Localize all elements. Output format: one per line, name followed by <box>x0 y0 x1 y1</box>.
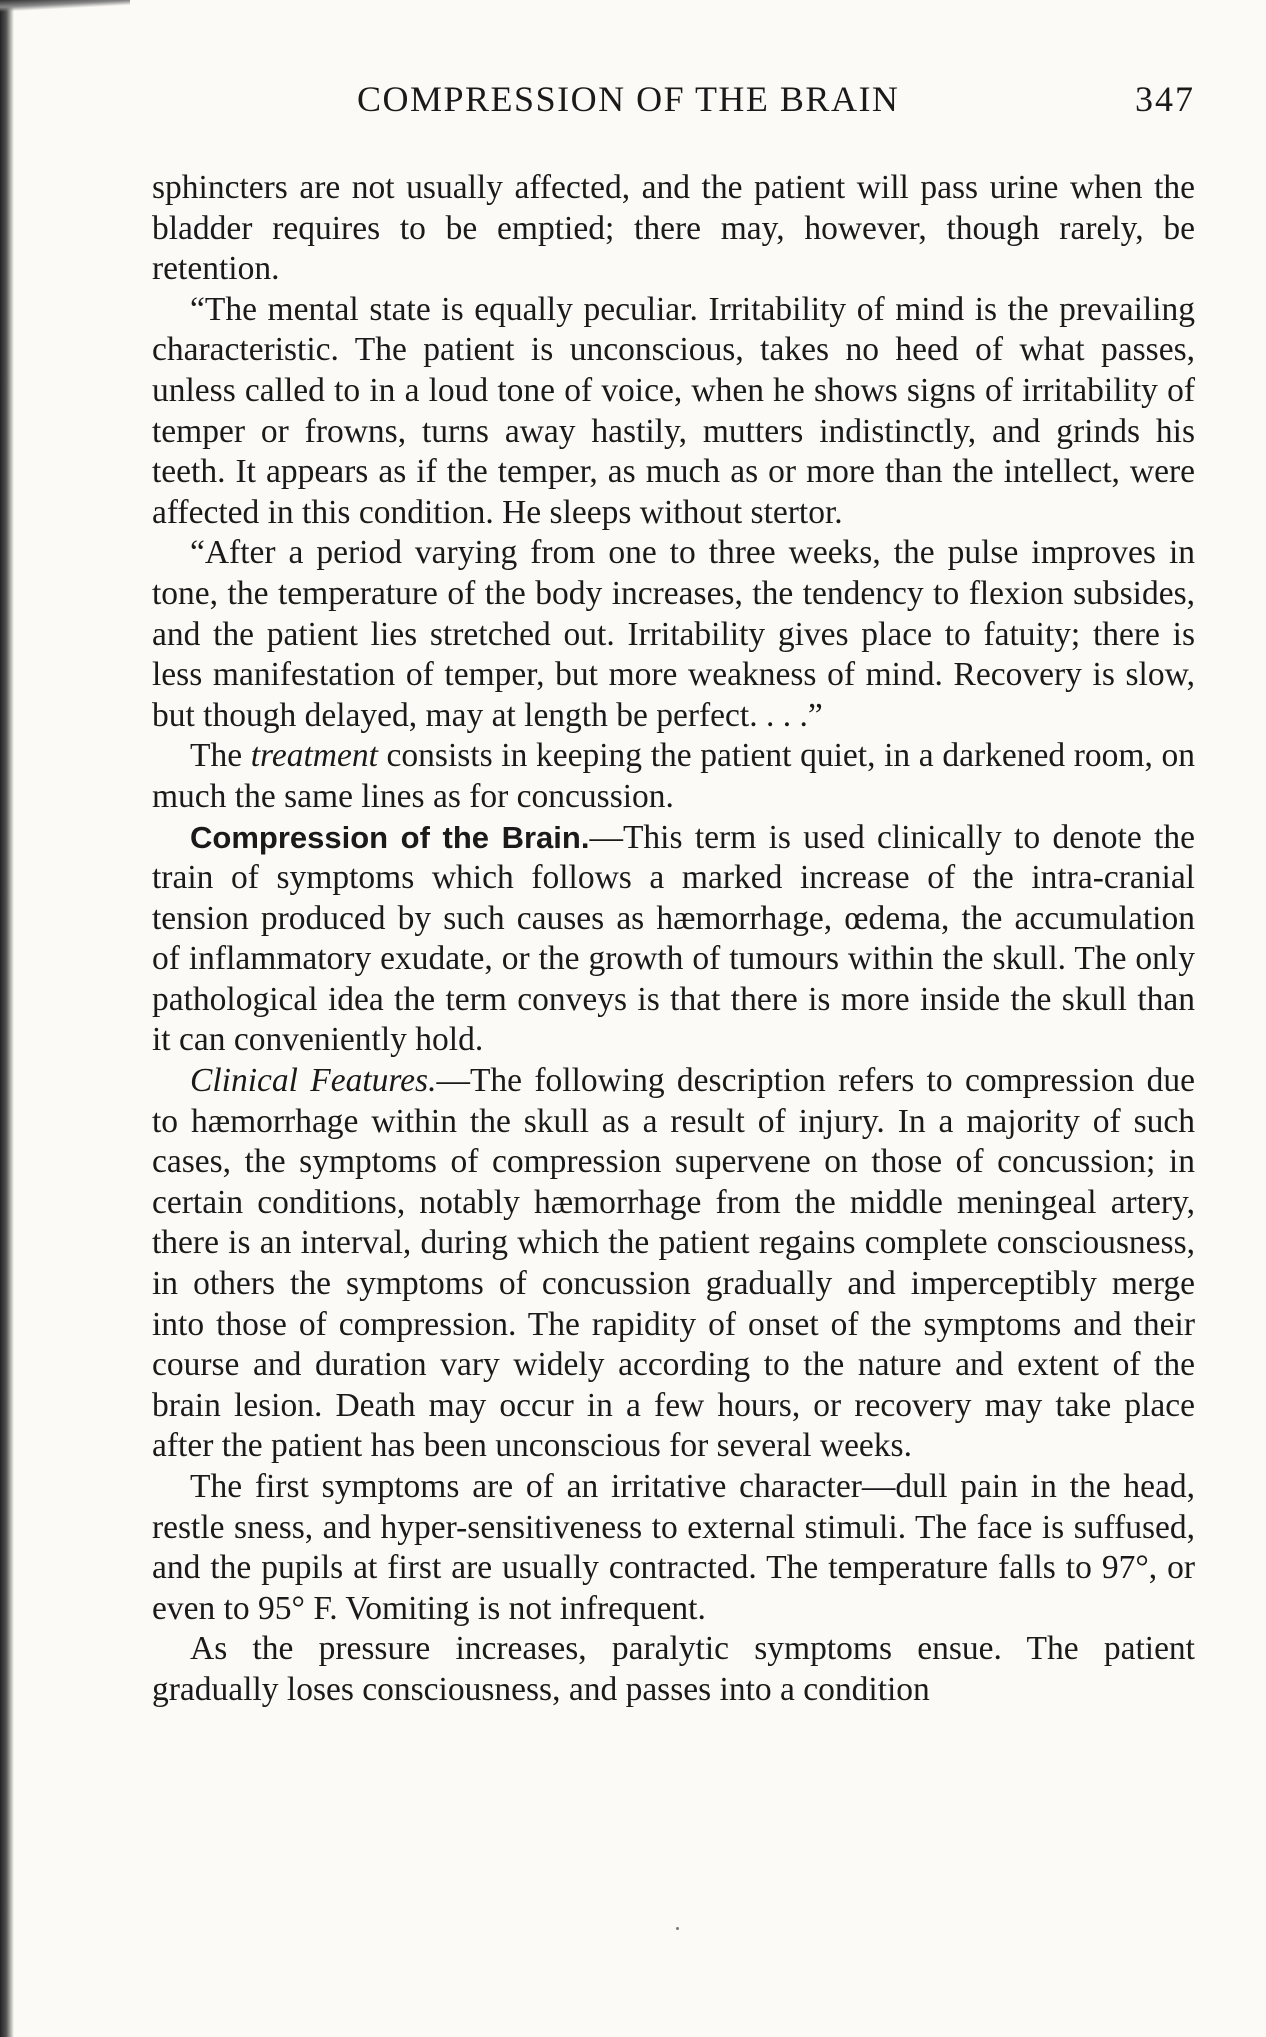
paragraph-6 <box>152 1061 1195 1467</box>
paper-speck <box>676 1927 679 1930</box>
paragraph-8: As the pressure increases, paralytic symptoms ensue. The patient gradually loses consciousness, and passes into a condition <box>152 1630 1195 1708</box>
running-head <box>152 78 1195 128</box>
paragraph-3: “After a period varying from one to three weeks, the pulse improves in tone, the temperature of the body increases, the tendency to flexion subsides, and the patient lies stretched out. Irritability gives place to fatuity; there is less manifestation of temper, but more weakness of mind. Recovery is slow, but though delayed, may at length be perfect. . . .” <box>152 534 1195 734</box>
paragraph-1: sphincters are not usually affected, and the patient will pass urine when the bladder requires to be emptied; there may, however, though rarely, be retention. <box>152 169 1195 288</box>
page-corner-shadow <box>0 0 130 12</box>
paragraph-5 <box>152 818 1195 1062</box>
body-text <box>152 168 1195 1711</box>
page-binding-shadow <box>0 0 14 2037</box>
paragraph-4-rest: consists in keeping the patient quiet, in a darkened room, on much the same lines as for concussion. <box>152 737 1195 815</box>
paragraph-5-text: —This term is used clinically to denote the train of symptoms which follows a marked increase of the intra-cranial tension produced by such causes as hæmorrhage, œdema, the accumulation of inflammatory exudate, or the growth of tumours within the skull. The only pathological idea the term conveys is that there is more inside the skull than it can conveniently hold. <box>152 818 1196 1059</box>
running-title: COMPRESSION OF THE BRAIN <box>357 79 900 119</box>
section-heading: Compression of the Brain. <box>190 819 590 855</box>
paragraph-6-text: —The following description refers to compression due to hæmorrhage within the skull as a result of injury. In a majority of such cases, the symptoms of compression supervene on those of concussion; in certain conditions, notably hæmorrhage from the middle meningeal artery, there is an interval, during which the patient regains complete consciousness, in others the symptoms of concussion gradually and imperceptibly merge into those of compression. The rapidity of onset of the symptoms and their course and duration vary widely according to the nature and extent of the brain lesion. Death may occur in a few hours, or recovery may take place after the patient has been unconscious for several weeks. <box>152 1062 1195 1465</box>
page-number: 347 <box>1135 79 1195 119</box>
paragraph-7: The first symptoms are of an irritative character—dull pain in the head, restle sness, and hyper-sensitiveness to external stimuli. The face is suffused, and the pupils at first are usually contracted. The temperature falls to 97°, or even to 95° F. Vomiting is not infrequent. <box>152 1468 1195 1627</box>
paragraph-4 <box>152 736 1195 817</box>
paragraph-2: “The mental state is equally peculiar. Irritability of mind is the prevailing characteristic. The patient is unconscious, takes no heed of what passes, unless called to in a loud tone of voice, when he shows signs of irritability of temper or frowns, turns away hastily, mutters indistinctly, and grinds his teeth. It appears as if the temper, as much as or more than the intellect, were affected in this condition. He sleeps without stertor. <box>152 290 1195 531</box>
paragraph-4-start: The <box>190 737 251 775</box>
treatment-emphasis: treatment <box>250 737 378 775</box>
subsection-heading: Clinical Features. <box>190 1062 437 1100</box>
